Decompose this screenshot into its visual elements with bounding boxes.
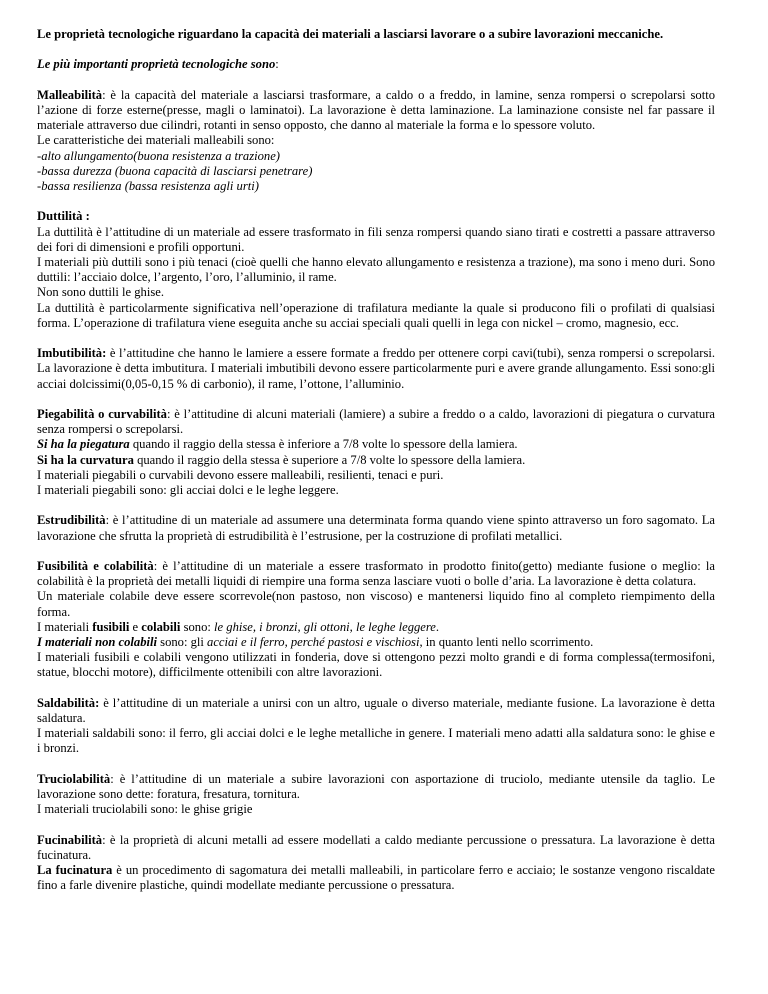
fusibilita-paragraph: Un materiale colabile deve essere scorrevole(non pastoso, non viscoso) e mantenersi liquido fino al completo riempimento della forma. bbox=[37, 589, 715, 619]
duttilita-paragraph: La duttilità è particolarmente significativa nell’operazione di trafilatura mediante la quale si producono fili o profilati di qualsiasi forma. L’operazione di trafilatura viene eseguita anche su acciai speciali quali quelli in lega con nickel – cromo, magnesio, ecc. bbox=[37, 300, 715, 330]
duttilita-paragraph: I materiali più duttili sono i più tenaci (cioè quelli che hanno elevato allungamento e resistenza a trazione), ma sono i meno duri. Sono duttili: l’acciaio dolce, l’argento, l’oro, l’alluminio, il rame. bbox=[37, 255, 715, 285]
section-estrudibilita bbox=[37, 513, 715, 543]
curvatura-line: Si ha la curvatura quando il raggio della stessa è superiore a 7/8 volte lo spessore della lamiera. bbox=[37, 452, 526, 467]
intro-paragraph bbox=[37, 27, 715, 42]
section-piegabilita bbox=[37, 407, 715, 498]
duttilita-paragraph: La duttilità è l’attitudine di un materiale ad essere trasformato in fili senza rompersi quando siano tirati e costretti a passare attraverso dei fori di dimensioni e profili opportuni. bbox=[37, 224, 715, 254]
section-malleabilita bbox=[37, 88, 715, 194]
section-saldabilita bbox=[37, 696, 715, 757]
fusibili-line: I materiali fusibili e colabili sono: le ghise, i bronzi, gli ottoni, le leghe leggere. bbox=[37, 619, 440, 634]
section-imbutibilita bbox=[37, 346, 715, 392]
piegabilita-paragraph: I materiali piegabili sono: gli acciai dolci e le leghe leggere. bbox=[37, 483, 339, 498]
malleabilita-item: -alto allungamento(buona resistenza a trazione) bbox=[37, 148, 280, 163]
imbutibilita-term: Imbutibilità: bbox=[37, 346, 107, 361]
estrudibilita-term: Estrudibilità bbox=[37, 513, 106, 528]
piegatura-line: Si ha la piegatura quando il raggio della stessa è inferiore a 7/8 volte lo spessore della lamiera. bbox=[37, 437, 518, 452]
fusibilita-term: Fusibilità e colabilità bbox=[37, 559, 154, 573]
section-fucinabilita bbox=[37, 833, 715, 894]
saldabilita-paragraph: I materiali saldabili sono: il ferro, gli acciai dolci e le leghe metalliche in genere. I materiali meno adatti alla saldatura sono: le ghise e i bronzi. bbox=[37, 726, 715, 756]
fusibilita-paragraph: I materiali fusibili e colabili vengono utilizzati in fonderia, dove si ottengono pezzi molto grandi e di forma complessa(termosifoni, statue, blocchi motore), difficilmente ottenibili con altre lavorazioni. bbox=[37, 650, 715, 680]
non-colabili-line: I materiali non colabili sono: gli acciai e il ferro, perché pastosi e vischiosi, in quanto lenti nello scorrimento. bbox=[37, 635, 594, 650]
piegabilita-paragraph: Piegabilità o curvabilità: è l’attitudine di alcuni materiali (lamiere) a subire a freddo o a caldo, lavorazioni di piegatura o curvatura senza rompersi o screpolarsi. bbox=[37, 407, 715, 437]
section-truciolabilita bbox=[37, 772, 715, 818]
imbutibilita-paragraph: Imbutibilità: è l’attitudine che hanno le lamiere a essere formate a freddo per ottenere corpi cavi(tubi), senza rompersi o screpolarsi. La lavorazione è detta imbutitura. I materiali imbutibili devono essere particolarmente puri e avere grande allungamento. Essi sono:gli acciai dolcissimi(0,05-0,15 % di carbonio), il rame, l’ottone, l’alluminio. bbox=[37, 346, 715, 391]
piegabilita-paragraph: I materiali piegabili o curvabili devono essere malleabili, resilienti, tenaci e puri. bbox=[37, 467, 444, 482]
fucinabilita-paragraph: Fucinabilità: è la proprietà di alcuni metalli ad essere modellati a caldo mediante percussione o pressatura. La lavorazione è detta fucinatura. bbox=[37, 832, 715, 862]
subtitle-text: Le più importanti proprietà tecnologiche sono bbox=[37, 57, 276, 72]
fucinatura-paragraph: La fucinatura è un procedimento di sagomatura dei metalli malleabili, in particolare ferro e acciaio; le sostanze vengono riscaldate fino a farle divenire plastiche, quindi modellate mediante percussione o pressatura. bbox=[37, 863, 715, 893]
saldabilita-term: Saldabilità: bbox=[37, 695, 100, 710]
fucinabilita-term: Fucinabilità bbox=[37, 832, 103, 847]
section-duttilita bbox=[37, 209, 715, 331]
truciolabilita-term: Truciolabilità bbox=[37, 771, 111, 786]
subtitle: Le più importanti proprietà tecnologiche sono: bbox=[37, 57, 279, 72]
malleabilita-list-title: Le caratteristiche dei materiali malleabili sono: bbox=[37, 133, 275, 148]
piegabilita-term: Piegabilità o curvabilità bbox=[37, 407, 167, 421]
intro-text: Le proprietà tecnologiche riguardano la capacità dei materiali a lasciarsi lavorare o a subire lavorazioni meccaniche. bbox=[37, 27, 664, 41]
truciolabilita-paragraph: Truciolabilità: è l’attitudine di un materiale a subire lavorazioni con asportazione di truciolo, mediante utensile da taglio. Le lavorazione sono dette: foratura, fresatura, tornitura. bbox=[37, 771, 715, 802]
malleabilita-item: -bassa resilienza (bassa resistenza agli urti) bbox=[37, 179, 259, 193]
malleabilita-item: -bassa durezza (buona capacità di lasciarsi penetrare) bbox=[37, 163, 313, 178]
estrudibilita-paragraph: Estrudibilità: è l’attitudine di un materiale ad assumere una determinata forma quando viene spinto attraverso un foro sagomato. La lavorazione che sfrutta la proprietà di estrudibilità è l’estrusione, per la costruzione di profilati metallici. bbox=[37, 513, 715, 543]
saldabilita-paragraph: Saldabilità: è l’attitudine di un materiale a unirsi con un altro, uguale o diverso materiale, mediante fusione. La lavorazione è detta saldatura. bbox=[37, 695, 715, 726]
fusibilita-paragraph: Fusibilità e colabilità: è l’attitudine di un materiale a essere trasformato in prodotto finito(getto) mediante fusione o meglio: la colabilità è la proprietà dei metalli liquidi di riempire una forma senza lasciare vuoti o bolle d’aria. La lavorazione è detta colatura. bbox=[37, 559, 715, 589]
duttilita-term: Duttilità : bbox=[37, 209, 90, 224]
truciolabilita-paragraph: I materiali truciolabili sono: le ghise grigie bbox=[37, 802, 253, 817]
malleabilita-paragraph: Malleabilità: è la capacità del materiale a lasciarsi trasformare, a caldo o a freddo, in lamine, senza rompersi o screpolarsi sotto l’azione di forze esterne(presse, magli o laminatoi). La lavorazione è detta laminazione. La laminazione consiste nel far passare il materiale attraverso due cilindri, rotanti in senso opposto, che danno al materiale la forma e lo spessore voluto. bbox=[37, 87, 715, 133]
duttilita-paragraph: Non sono duttili le ghise. bbox=[37, 285, 164, 300]
section-fusibilita bbox=[37, 559, 715, 681]
malleabilita-term: Malleabilità bbox=[37, 87, 103, 102]
